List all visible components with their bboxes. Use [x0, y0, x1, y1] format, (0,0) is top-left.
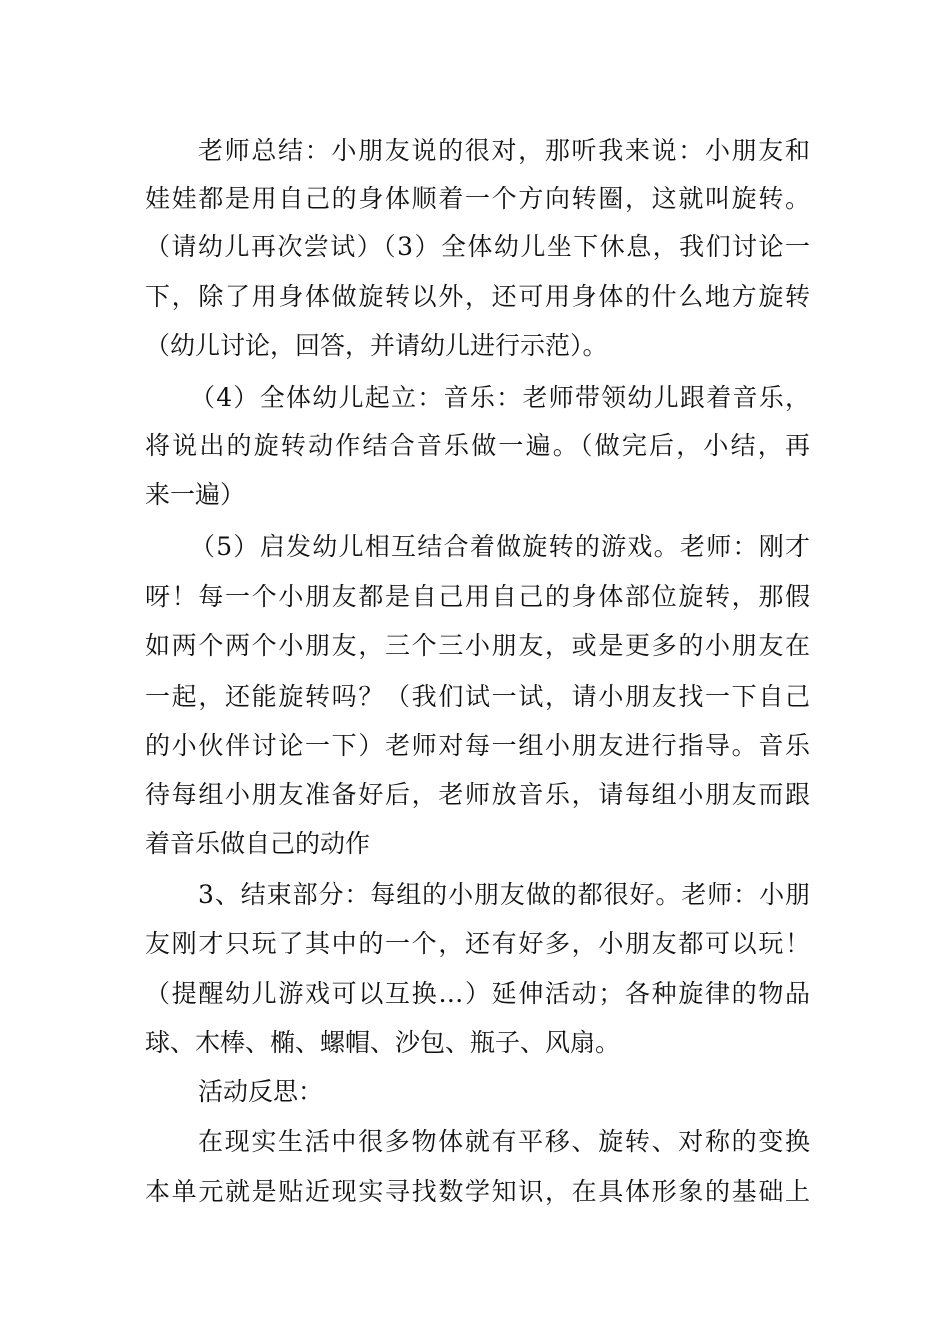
text-line-1: 老师总结：小朋友说的很对，那听我来说：小朋友和	[198, 136, 810, 165]
text-line-2: 娃娃都是用自己的身体顺着一个方向转圈，这就叫旋转。	[145, 184, 810, 213]
text-line-21: 在现实生活中很多物体就有平移、旋转、对称的变换	[198, 1127, 810, 1156]
text-line-8: 来一遍）	[145, 480, 246, 509]
text-line-4: 下，除了用身体做旋转以外，还可用身体的什么地方旋转	[145, 282, 810, 311]
text-line-9: （5）启发幼儿相互结合着做旋转的游戏。老师：刚才	[190, 532, 810, 561]
text-line-7: 将说出的旋转动作结合音乐做一遍。（做完后，小结，再	[145, 431, 810, 460]
text-line-19: 球、木棒、椭、螺帽、沙包、瓶子、风扇。	[145, 1028, 621, 1057]
text-line-20: 活动反思：	[198, 1077, 324, 1106]
text-line-18: （提醒幼儿游戏可以互换…）延伸活动；各种旋律的物品	[145, 979, 810, 1008]
text-line-16: 3、结束部分：每组的小朋友做的都很好。老师：小朋	[198, 880, 810, 909]
text-line-13: 的小伙伴讨论一下）老师对每一组小朋友进行指导。音乐	[145, 731, 810, 760]
text-line-6: （4）全体幼儿起立：音乐：老师带领幼儿跟着音乐，	[190, 383, 810, 412]
text-line-12: 一起，还能旋转吗？（我们试一试，请小朋友找一下自己	[145, 682, 810, 711]
text-line-3: （请幼儿再次尝试）（3）全体幼儿坐下休息，我们讨论一	[145, 232, 810, 261]
text-line-14: 待每组小朋友准备好后，老师放音乐，请每组小朋友而跟	[145, 780, 810, 809]
text-line-5: （幼儿讨论，回答，并请幼儿进行示范）。	[145, 331, 608, 360]
text-line-10: 呀！每一个小朋友都是自己用自己的身体部位旋转，那假	[145, 582, 810, 611]
text-line-11: 如两个两个小朋友，三个三小朋友，或是更多的小朋友在	[145, 631, 810, 660]
text-line-17: 友刚才只玩了其中的一个，还有好多，小朋友都可以玩！	[145, 929, 810, 958]
text-line-22: 本单元就是贴近现实寻找数学知识，在具体形象的基础上	[145, 1177, 810, 1206]
text-line-15: 着音乐做自己的动作	[145, 829, 371, 858]
